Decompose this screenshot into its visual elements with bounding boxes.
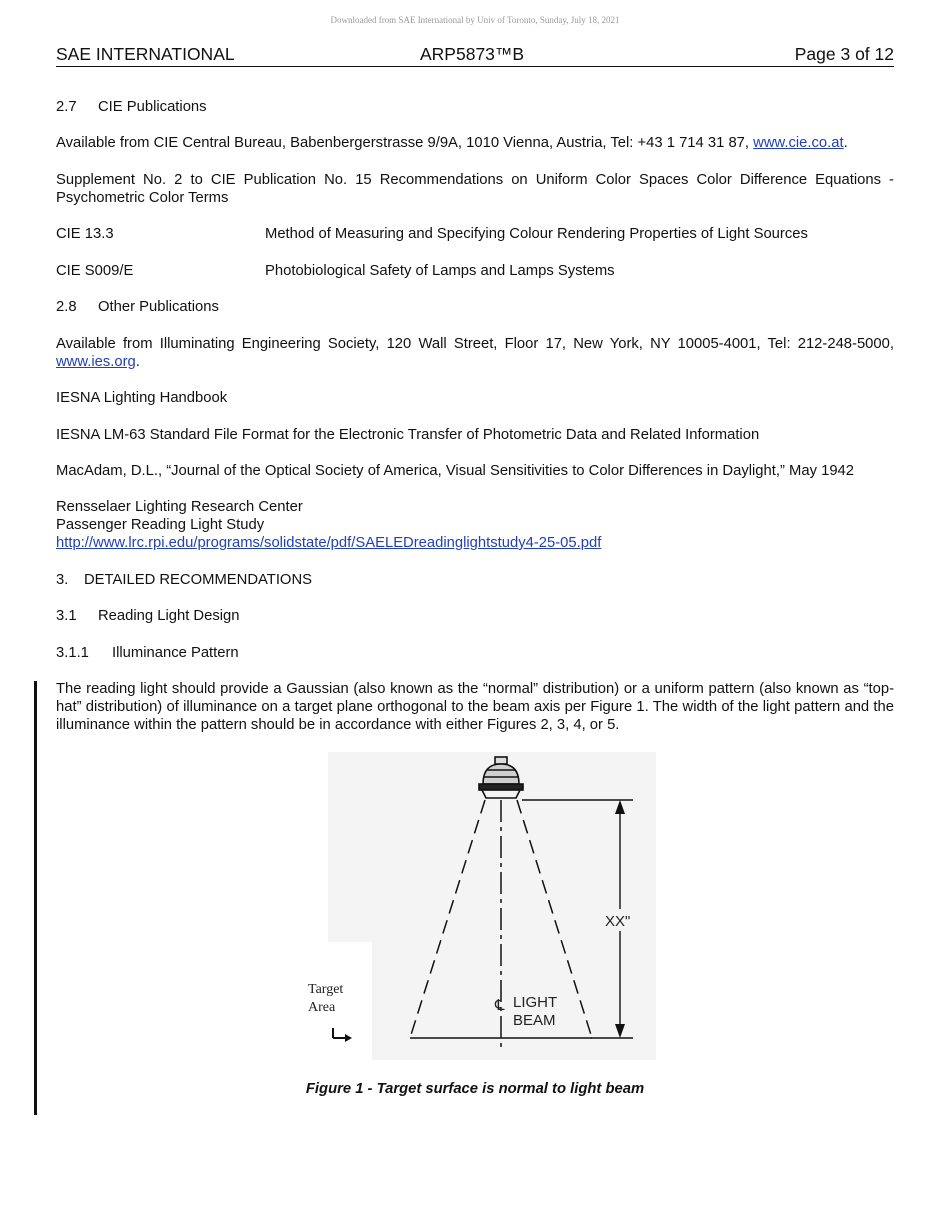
- reference-code: CIE 13.3: [56, 226, 114, 242]
- target-label-line2: Area: [308, 1000, 336, 1015]
- rensselaer-study-title: Passenger Reading Light Study: [56, 517, 265, 533]
- section-3-1-1-heading: [56, 644, 894, 662]
- beam-label-line1: LIGHT: [513, 994, 558, 1011]
- macadam-reference: MacAdam, D.L., “Journal of the Optical Society of America, Visual Sensitivities to Color Differences in Daylight,” May 1942: [56, 463, 855, 479]
- rensselaer-study-link[interactable]: http://www.lrc.rpi.edu/programs/solidstate/pdf/SAELEDreadinglightstudy4-25-05.pdf: [56, 535, 602, 551]
- section-3-1-heading: [56, 607, 894, 625]
- header-page-number: Page 3 of 12: [794, 44, 894, 64]
- section-number: 2.7: [56, 99, 77, 115]
- ies-availability-text: Available from Illuminating Engineering Society, 120 Wall Street, Floor 17, New York, NY 10005-4001, Tel: 212-248-5000,: [56, 336, 894, 352]
- beam-label-line2: BEAM: [513, 1012, 556, 1029]
- header-publisher: SAE INTERNATIONAL: [56, 44, 235, 64]
- header-document-number: ARP5873™B: [420, 44, 525, 64]
- cie-availability-end: .: [843, 135, 848, 151]
- cie-availability: [56, 134, 894, 152]
- section-title: Reading Light Design: [98, 608, 240, 624]
- section-title: Illuminance Pattern: [112, 645, 239, 661]
- page-header: [56, 44, 894, 67]
- cie-supplement-reference: Supplement No. 2 to CIE Publication No. 15 Recommendations on Uniform Color Spaces Color Difference Equations - Psychometric Color Terms: [56, 172, 894, 206]
- section-number: 2.8: [56, 299, 77, 315]
- section-number: 3.1.1: [56, 645, 89, 661]
- reference-row: [56, 262, 894, 280]
- target-label-line1: Target: [308, 982, 344, 997]
- section-2-7-heading: [56, 98, 894, 116]
- cie-website-link[interactable]: www.cie.co.at: [753, 135, 844, 151]
- reference-code: CIE S009/E: [56, 263, 134, 279]
- dimension-label: XX": [605, 913, 631, 930]
- cie-availability-text: Available from CIE Central Bureau, Babenbergerstrasse 9/9A, 1010 Vienna, Austria, Tel: +43 1 714 31 87,: [56, 135, 754, 151]
- centerline-symbol: ℄: [495, 997, 505, 1014]
- iesna-handbook-reference: IESNA Lighting Handbook: [56, 390, 228, 406]
- reference-title: Method of Measuring and Specifying Colour Rendering Properties of Light Sources: [265, 226, 808, 242]
- section-2-8-heading: [56, 298, 894, 316]
- figure-1: [300, 752, 660, 1062]
- light-beam-diagram: [300, 752, 660, 1062]
- section-title: DETAILED RECOMMENDATIONS: [84, 572, 313, 588]
- reference-title: Photobiological Safety of Lamps and Lamps Systems: [265, 263, 615, 279]
- section-3-heading: [56, 571, 894, 589]
- rensselaer-reference: [56, 498, 894, 552]
- figure-1-caption: Figure 1 - Target surface is normal to light beam: [305, 1081, 645, 1097]
- download-watermark: Downloaded from SAE International by Univ of Toronto, Sunday, July 18, 2021: [330, 15, 620, 25]
- rensselaer-organization: Rensselaer Lighting Research Center: [56, 499, 303, 515]
- section-title: Other Publications: [98, 299, 219, 315]
- ies-availability-end: .: [135, 354, 140, 370]
- illuminance-paragraph: The reading light should provide a Gaussian (also known as the “normal” distribution) or a uniform pattern (also known as “top-hat” distribution) of illuminance on a target plane orthogonal to the beam axis per Figure 1. The width of the light pattern and the illuminance within the pattern should be in accordance with either Figures 2, 3, 4, or 5.: [56, 681, 894, 733]
- iesna-lm63-reference: IESNA LM-63 Standard File Format for the Electronic Transfer of Photometric Data and Related Information: [56, 427, 760, 443]
- ies-website-link[interactable]: www.ies.org: [56, 354, 136, 370]
- ies-availability: [56, 335, 894, 371]
- revision-change-bar: [34, 681, 37, 1115]
- section-title: CIE Publications: [98, 99, 207, 115]
- section-number: 3.: [56, 572, 69, 588]
- reference-row: [56, 225, 894, 243]
- section-number: 3.1: [56, 608, 77, 624]
